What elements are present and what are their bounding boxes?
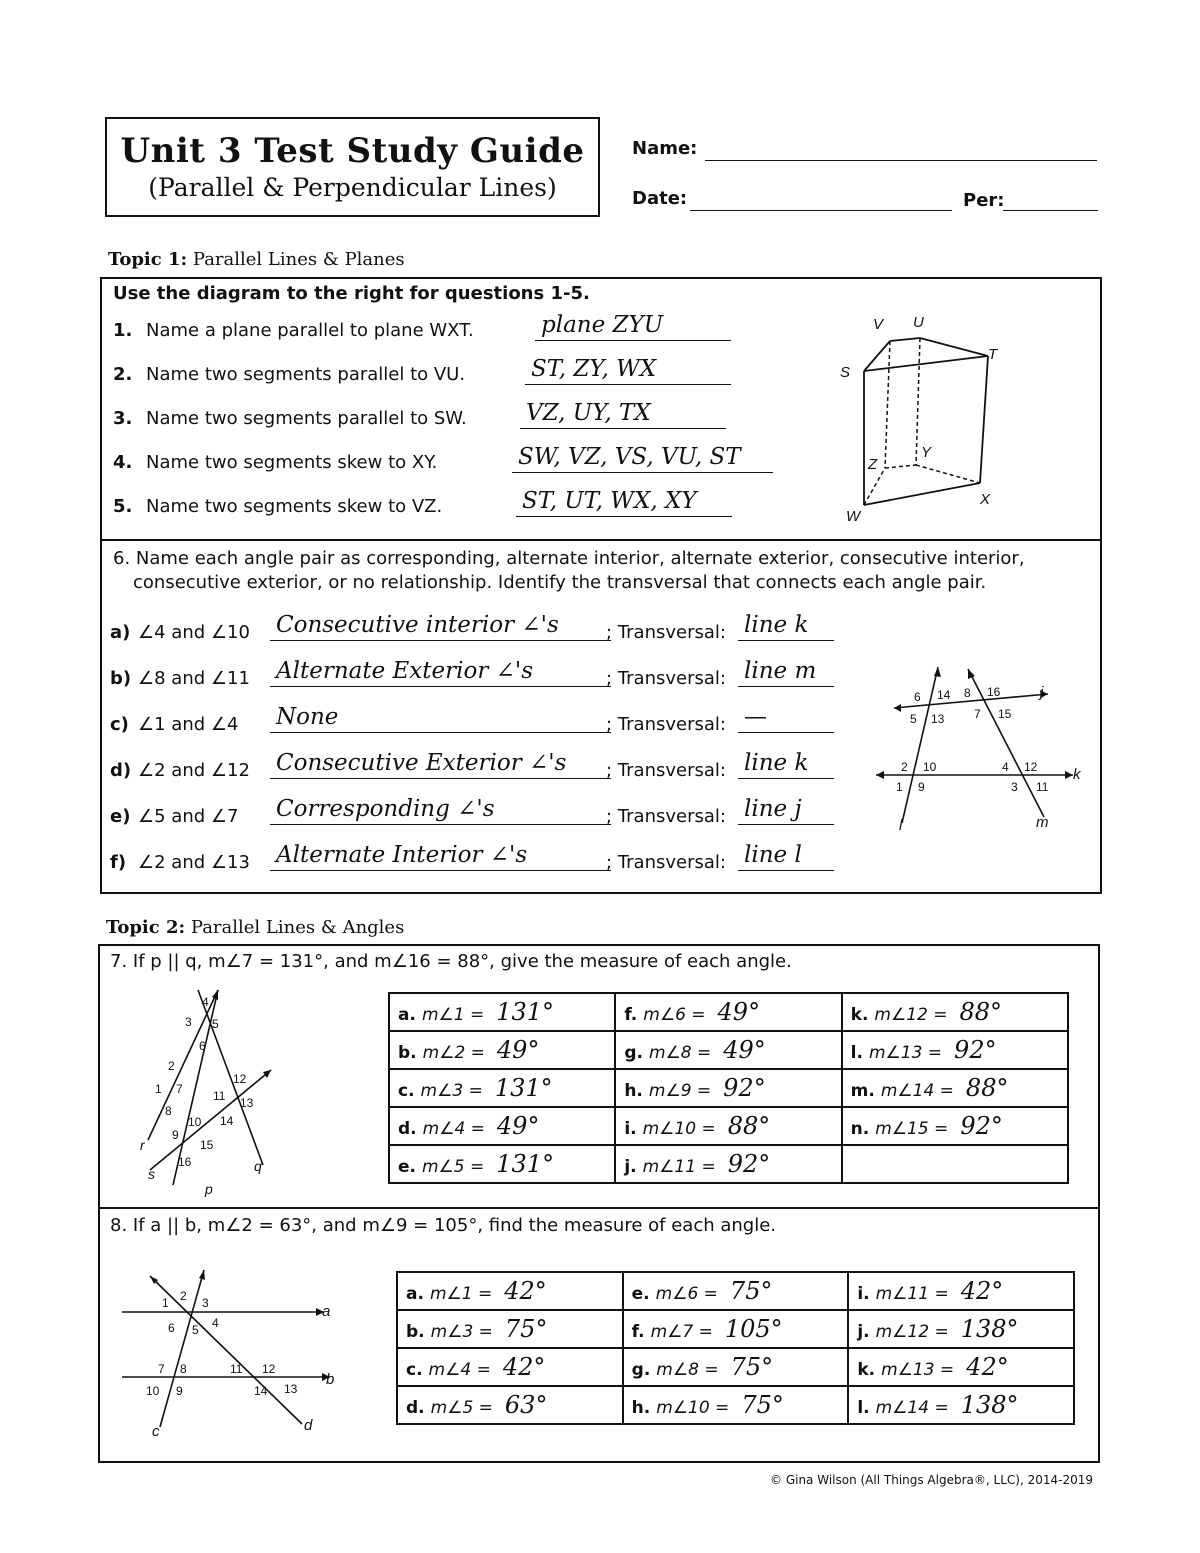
cell-value: 105°	[724, 1315, 783, 1343]
table-row	[389, 993, 1068, 1031]
q6-row-4-transversal-label: ; Transversal:	[606, 760, 726, 781]
answer-cell[interactable]	[848, 1386, 1074, 1424]
q6-row-6-transversal-label: ; Transversal:	[606, 852, 726, 873]
q6-prompt-line1: 6. Name each angle pair as corresponding, alternate interior, alternate exterior, consecutive interior,	[113, 548, 1025, 569]
fig8-label-10: 10	[146, 1384, 160, 1398]
fig6-label-10: 10	[923, 760, 937, 774]
cell-letter: a.	[398, 1005, 416, 1025]
answer-cell[interactable]	[389, 1031, 615, 1069]
cell-value: 88°	[959, 998, 1003, 1026]
fig8-label-7: 7	[158, 1362, 165, 1376]
page-subtitle: (Parallel & Perpendicular Lines)	[148, 173, 557, 202]
q6-row-5-transversal-label: ; Transversal:	[606, 806, 726, 827]
cell-value: 42°	[502, 1353, 546, 1381]
q6-row-5-letter: e)	[110, 806, 131, 827]
fig7-label-5: 5	[212, 1017, 219, 1031]
cell-letter: l.	[857, 1398, 870, 1418]
fig8-label-1: 1	[162, 1296, 169, 1310]
fig8-label-b: b	[326, 1371, 335, 1388]
fig7-label-6: 6	[199, 1039, 206, 1053]
q6-row-2-transversal-label: ; Transversal:	[606, 668, 726, 689]
prism-label-v: V	[873, 316, 884, 333]
q6-row-1-relationship-answer[interactable]: Consecutive interior ∠'s	[270, 610, 611, 641]
question-4-number: 4.	[113, 452, 133, 473]
fig6-label-4: 4	[1002, 760, 1009, 774]
fig8-label-2: 2	[180, 1289, 187, 1303]
cell-letter: j.	[624, 1157, 637, 1177]
prism-label-w: W	[846, 508, 861, 525]
cell-letter: h.	[624, 1081, 643, 1101]
cell-letter: k.	[850, 1005, 869, 1025]
q6-row-1-angle-pair: ∠4 and ∠10	[138, 622, 250, 643]
fig8-label-c: c	[152, 1423, 160, 1440]
answer-cell[interactable]	[842, 1145, 1068, 1183]
q6-row-6-relationship-answer[interactable]: Alternate Interior ∠'s	[270, 840, 611, 871]
cell-angle: m∠12 =	[875, 1322, 949, 1342]
cell-angle: m∠13 =	[881, 1360, 955, 1380]
topic1-label: Topic 1:	[108, 249, 188, 270]
cell-angle: m∠11 =	[875, 1284, 949, 1304]
fig7-label-14: 14	[220, 1114, 234, 1128]
q6-row-2-relationship-answer[interactable]: Alternate Exterior ∠'s	[270, 656, 611, 687]
fig6-label-13: 13	[931, 712, 945, 726]
cell-angle: m∠15 =	[875, 1119, 949, 1139]
fig6-label-11: 11	[1036, 780, 1049, 794]
cell-value: 49°	[496, 1112, 540, 1140]
cell-value: 92°	[727, 1150, 771, 1178]
q6-row-3-relationship-answer[interactable]: None	[270, 702, 611, 733]
question-1-number: 1.	[113, 320, 133, 341]
cell-value: 88°	[727, 1112, 771, 1140]
answer-cell[interactable]	[615, 1145, 841, 1183]
name-label: Name:	[632, 138, 698, 159]
question-3-answer[interactable]: VZ, UY, TX	[520, 398, 726, 429]
title-box	[105, 117, 600, 217]
fig7-label-15: 15	[200, 1138, 214, 1152]
cell-angle: m∠4 =	[428, 1360, 491, 1380]
answer-cell[interactable]	[397, 1348, 623, 1386]
cell-value: 92°	[954, 1036, 997, 1064]
fig8-label-6: 6	[168, 1321, 175, 1335]
prism-diagram	[830, 305, 1010, 530]
fig8-label-4: 4	[212, 1316, 219, 1330]
fig7-label-4: 4	[202, 995, 209, 1009]
prism-label-t: T	[988, 346, 998, 363]
cell-angle: m∠3 =	[430, 1322, 493, 1342]
table-row	[389, 1107, 1068, 1145]
question-5-answer[interactable]: ST, UT, WX, XY	[516, 486, 732, 517]
prism-label-u: U	[913, 314, 924, 331]
q6-row-6-angle-pair: ∠2 and ∠13	[138, 852, 250, 873]
fig8-label-11: 11	[230, 1362, 243, 1376]
q6-row-1-transversal-answer[interactable]: line k	[738, 610, 834, 641]
cell-angle: m∠8 =	[648, 1043, 712, 1063]
q8-prompt: 8. If a || b, m∠2 = 63°, and m∠9 = 105°, find the measure of each angle.	[110, 1215, 777, 1236]
fig8-label-3: 3	[202, 1296, 209, 1310]
transversal-diagram-q8	[112, 1262, 347, 1447]
table-row	[397, 1272, 1074, 1310]
cell-letter: d.	[406, 1398, 425, 1418]
q6-row-5-angle-pair: ∠5 and ∠7	[138, 806, 239, 827]
answer-cell[interactable]	[397, 1272, 623, 1310]
topic1-heading	[108, 249, 405, 270]
fig8-label-5: 5	[192, 1323, 199, 1337]
fig8-label-8: 8	[180, 1362, 187, 1376]
fig8-label-d: d	[304, 1417, 313, 1434]
period-label: Per:	[963, 190, 1005, 211]
q6-row-5-transversal-answer[interactable]: line j	[738, 794, 834, 825]
fig7-label-13: 13	[240, 1096, 254, 1110]
answer-cell[interactable]	[397, 1386, 623, 1424]
cell-value: 42°	[966, 1353, 1009, 1381]
answer-cell[interactable]	[615, 1031, 841, 1069]
fig8-label-14: 14	[254, 1384, 268, 1398]
cell-value: 131°	[496, 1150, 555, 1178]
cell-value: 75°	[741, 1391, 784, 1419]
answer-cell[interactable]	[848, 1348, 1074, 1386]
answer-cell[interactable]	[389, 1069, 615, 1107]
cell-letter: i.	[624, 1119, 637, 1139]
answer-cell[interactable]	[615, 993, 841, 1031]
q6-row-3-angle-pair: ∠1 and ∠4	[138, 714, 239, 735]
fig7-label-s: s	[148, 1166, 155, 1182]
q6-row-2-angle-pair: ∠8 and ∠11	[138, 668, 250, 689]
answer-cell[interactable]	[615, 1069, 841, 1107]
fig7-label-3: 3	[185, 1015, 192, 1029]
q6-row-3-transversal-label: ; Transversal:	[606, 714, 726, 735]
answer-cell[interactable]	[623, 1348, 849, 1386]
answer-cell[interactable]	[848, 1310, 1074, 1348]
fig6-label-l: l	[899, 817, 903, 834]
q6-row-2-transversal-answer[interactable]: line m	[738, 656, 834, 687]
answer-cell[interactable]	[389, 1107, 615, 1145]
q6-row-6-transversal-answer[interactable]: line l	[738, 840, 834, 871]
cell-letter: g.	[624, 1043, 643, 1063]
topic2-title: Parallel Lines & Angles	[190, 917, 405, 938]
page-title: Unit 3 Test Study Guide	[120, 131, 585, 171]
q6-row-6-letter: f)	[110, 852, 127, 873]
fig6-label-j: j	[1040, 684, 1044, 701]
cell-letter: n.	[850, 1119, 870, 1139]
question-2-answer[interactable]: ST, ZY, WX	[525, 354, 731, 385]
cell-angle: m∠14 =	[880, 1081, 954, 1101]
cell-letter: b.	[398, 1043, 417, 1063]
period-field[interactable]	[1003, 188, 1098, 211]
topic2-heading	[106, 917, 404, 938]
prism-label-z: Z	[868, 456, 878, 473]
cell-value: 49°	[496, 1036, 540, 1064]
cell-value: 42°	[960, 1277, 1004, 1305]
prism-label-y: Y	[921, 444, 932, 461]
q6-row-1-transversal-label: ; Transversal:	[606, 622, 726, 643]
question-2-text: Name two segments parallel to VU.	[146, 364, 466, 385]
answer-cell[interactable]	[842, 1069, 1068, 1107]
cell-letter: a.	[406, 1284, 424, 1304]
answer-cell[interactable]	[842, 993, 1068, 1031]
q8-answer-table	[396, 1271, 1075, 1425]
cell-angle: m∠8 =	[656, 1360, 719, 1380]
prism-label-s: S	[840, 364, 851, 381]
q6-prompt-line2: consecutive exterior, or no relationship. Identify the transversal that connects each angle pair.	[133, 572, 987, 593]
table-row	[397, 1348, 1074, 1386]
cell-letter: g.	[631, 1360, 651, 1380]
question-2-number: 2.	[113, 364, 133, 385]
cell-angle: m∠11 =	[642, 1157, 716, 1177]
cell-value: 75°	[504, 1315, 548, 1343]
fig6-label-1: 1	[896, 780, 903, 794]
cell-angle: m∠1 =	[421, 1005, 485, 1025]
copyright-footer: © Gina Wilson (All Things Algebra®, LLC), 2014-2019	[770, 1473, 1093, 1487]
fig7-label-1: 1	[155, 1082, 162, 1096]
answer-cell[interactable]	[615, 1107, 841, 1145]
prism-label-x: X	[980, 491, 991, 508]
cell-letter: c.	[398, 1081, 415, 1101]
cell-letter: e.	[398, 1157, 416, 1177]
table-row	[389, 1069, 1068, 1107]
q7-answer-table	[388, 992, 1069, 1184]
cell-letter: d.	[398, 1119, 417, 1139]
question-4-answer[interactable]: SW, VZ, VS, VU, ST	[512, 442, 773, 473]
q6-row-4-angle-pair: ∠2 and ∠12	[138, 760, 250, 781]
topic1-title: Parallel Lines & Planes	[192, 249, 405, 270]
answer-cell[interactable]	[389, 1145, 615, 1183]
q6-row-3-letter: c)	[110, 714, 129, 735]
topic2-label: Topic 2:	[106, 917, 186, 938]
table-row	[389, 1031, 1068, 1069]
instructions-1-5: Use the diagram to the right for questions 1-5.	[113, 283, 590, 304]
fig7-label-11: 11	[213, 1089, 226, 1103]
cell-letter: k.	[857, 1360, 876, 1380]
cell-angle: m∠5 =	[430, 1398, 493, 1418]
cell-value: 92°	[960, 1112, 1003, 1140]
fig6-label-6: 6	[914, 690, 921, 704]
answer-cell[interactable]	[623, 1272, 849, 1310]
fig7-label-p: p	[205, 1181, 213, 1197]
answer-cell[interactable]	[842, 1031, 1068, 1069]
fig7-label-16: 16	[178, 1155, 192, 1169]
cell-value: 92°	[723, 1074, 766, 1102]
question-1-answer[interactable]: plane ZYU	[535, 310, 731, 341]
cell-value: 49°	[723, 1036, 766, 1064]
fig6-label-m: m	[1036, 814, 1049, 831]
fig6-label-8: 8	[964, 686, 971, 700]
q7-prompt: 7. If p || q, m∠7 = 131°, and m∠16 = 88°, give the measure of each angle.	[110, 951, 792, 972]
cell-value: 63°	[504, 1391, 548, 1419]
answer-cell[interactable]	[848, 1272, 1074, 1310]
cell-angle: m∠1 =	[429, 1284, 493, 1304]
q6-row-3-transversal-answer[interactable]: —	[738, 702, 834, 733]
question-5-text: Name two segments skew to VZ.	[146, 496, 443, 517]
q6-row-2-letter: b)	[110, 668, 132, 689]
cell-angle: m∠7 =	[650, 1322, 713, 1342]
fig7-label-9: 9	[172, 1128, 179, 1142]
cell-value: 88°	[965, 1074, 1009, 1102]
cell-letter: c.	[406, 1360, 423, 1380]
question-3-text: Name two segments parallel to SW.	[146, 408, 467, 429]
question-1-text: Name a plane parallel to plane WXT.	[146, 320, 474, 341]
date-field[interactable]	[690, 188, 952, 211]
cell-letter: b.	[406, 1322, 425, 1342]
cell-angle: m∠3 =	[420, 1081, 483, 1101]
cell-value: 131°	[494, 1074, 553, 1102]
answer-cell[interactable]	[397, 1310, 623, 1348]
cell-angle: m∠6 =	[643, 1005, 706, 1025]
fig6-label-3: 3	[1011, 780, 1018, 794]
cell-letter: f.	[631, 1322, 645, 1342]
answer-cell[interactable]	[623, 1386, 849, 1424]
q6-row-1-letter: a)	[110, 622, 131, 643]
cell-value: 131°	[496, 998, 555, 1026]
cell-letter: e.	[631, 1284, 650, 1304]
fig7-label-2: 2	[168, 1059, 175, 1073]
cell-angle: m∠13 =	[868, 1043, 943, 1063]
q6-row-4-transversal-answer[interactable]: line k	[738, 748, 834, 779]
cell-angle: m∠6 =	[655, 1284, 718, 1304]
fig7-label-q: q	[254, 1158, 262, 1174]
cell-letter: m.	[850, 1081, 875, 1101]
date-label: Date:	[632, 188, 688, 209]
cell-value: 138°	[960, 1315, 1019, 1343]
fig6-label-5: 5	[910, 712, 917, 726]
fig8-label-9: 9	[176, 1384, 183, 1398]
answer-cell[interactable]	[389, 993, 615, 1031]
fig6-label-9: 9	[918, 780, 925, 794]
question-3-number: 3.	[113, 408, 133, 429]
table-row	[389, 1145, 1068, 1183]
name-field[interactable]	[705, 138, 1097, 161]
cell-value: 75°	[730, 1353, 774, 1381]
q6-row-4-letter: d)	[110, 760, 132, 781]
cell-letter: j.	[857, 1322, 870, 1342]
cell-angle: m∠10 =	[642, 1119, 716, 1139]
cell-angle: m∠9 =	[648, 1081, 712, 1101]
cell-angle: m∠4 =	[422, 1119, 485, 1139]
transversal-diagram-q6	[868, 655, 1093, 840]
cell-letter: i.	[857, 1284, 870, 1304]
cell-letter: h.	[631, 1398, 651, 1418]
answer-cell[interactable]	[623, 1310, 849, 1348]
fig7-label-8: 8	[165, 1104, 172, 1118]
fig8-label-13: 13	[284, 1382, 298, 1396]
fig7-label-12: 12	[233, 1072, 247, 1086]
fig6-label-2: 2	[901, 760, 908, 774]
table-row	[397, 1386, 1074, 1424]
cell-angle: m∠12 =	[874, 1005, 948, 1025]
cell-value: 49°	[717, 998, 761, 1026]
cell-angle: m∠10 =	[656, 1398, 730, 1418]
fig8-label-12: 12	[262, 1362, 276, 1376]
question-4-text: Name two segments skew to XY.	[146, 452, 438, 473]
transversal-diagram-q7	[128, 980, 293, 1202]
cell-angle: m∠14 =	[875, 1398, 949, 1418]
fig8-label-a: a	[322, 1303, 331, 1320]
fig6-label-12: 12	[1024, 760, 1038, 774]
cell-angle: m∠2 =	[422, 1043, 485, 1063]
fig6-label-k: k	[1073, 766, 1081, 783]
fig6-label-15: 15	[998, 707, 1012, 721]
fig6-label-14: 14	[937, 688, 951, 702]
question-5-number: 5.	[113, 496, 133, 517]
cell-value: 42°	[504, 1277, 547, 1305]
cell-value: 75°	[729, 1277, 773, 1305]
cell-value: 138°	[960, 1391, 1019, 1419]
fig7-label-10: 10	[188, 1115, 202, 1129]
answer-cell[interactable]	[842, 1107, 1068, 1145]
fig7-label-7: 7	[176, 1082, 183, 1096]
cell-letter: l.	[850, 1043, 863, 1063]
fig7-label-r: r	[140, 1137, 145, 1153]
table-row	[397, 1310, 1074, 1348]
q6-row-5-relationship-answer[interactable]: Corresponding ∠'s	[270, 794, 611, 825]
cell-angle: m∠5 =	[422, 1157, 485, 1177]
cell-letter: f.	[624, 1005, 638, 1025]
fig6-label-16: 16	[987, 685, 1001, 699]
fig6-label-7: 7	[974, 707, 981, 721]
q6-row-4-relationship-answer[interactable]: Consecutive Exterior ∠'s	[270, 748, 611, 779]
